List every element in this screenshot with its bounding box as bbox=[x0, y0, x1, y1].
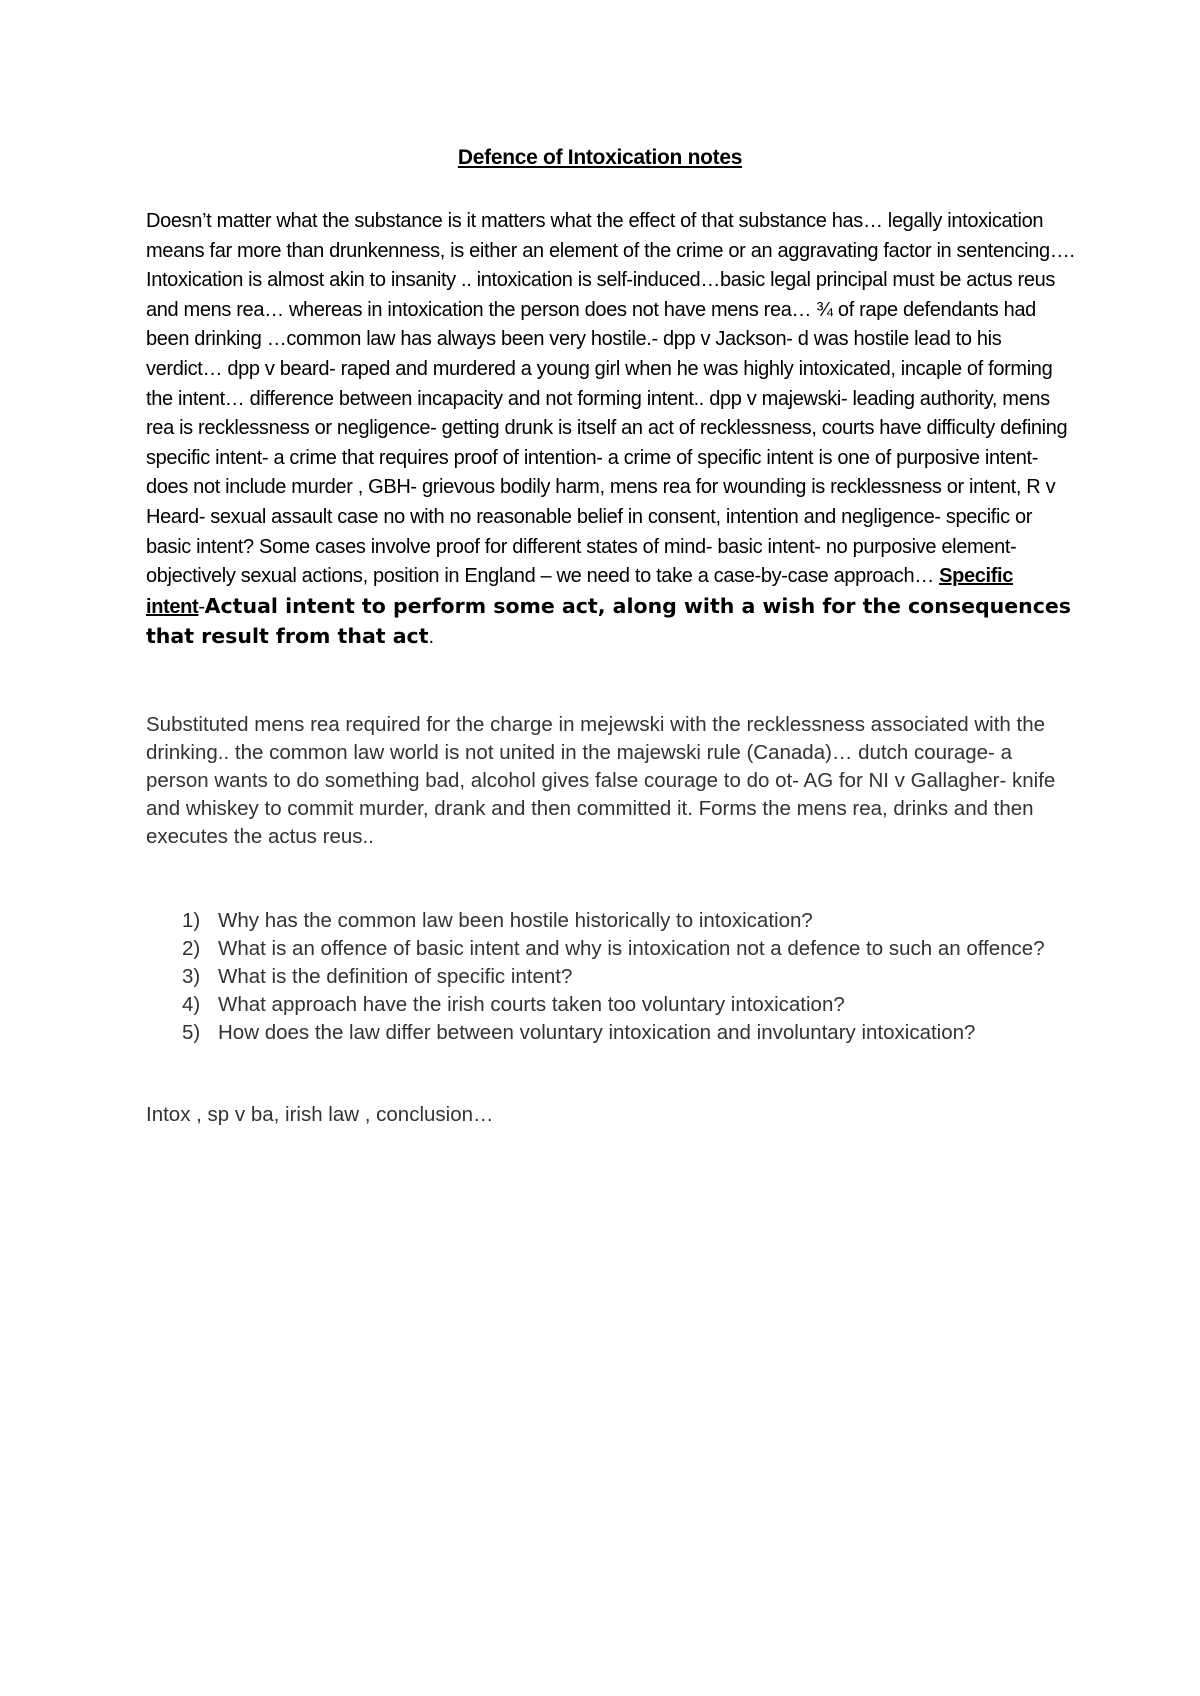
document-title: Defence of Intoxication notes bbox=[457, 146, 743, 169]
question-list bbox=[146, 907, 1046, 1047]
main-paragraph bbox=[146, 207, 1076, 653]
question-number: 5) bbox=[182, 1021, 201, 1044]
question-text: What approach have the irish courts taken too voluntary intoxication? bbox=[218, 993, 845, 1016]
second-paragraph: Substituted mens rea required for the charge in mejewski with the recklessness associated with the drinking.. the common law world is not united in the majewski rule (Canada)… dutch courage- a person wants to do something bad, alcohol gives false courage to do ot- AG for NI v Gallagher- knife and whiskey to commit murder, drank and then committed it. Forms the mens rea, drinks and then executes the actus reus.. bbox=[146, 713, 1056, 848]
specific-intent-dash: - bbox=[198, 595, 205, 618]
question-number: 3) bbox=[182, 965, 201, 988]
specific-intent-period: . bbox=[428, 626, 434, 649]
specific-intent-definition: Actual intent to perform some act, along with a wish for the consequences that result from that act bbox=[146, 593, 1071, 649]
question-item bbox=[146, 935, 1046, 963]
question-number: 4) bbox=[182, 993, 201, 1016]
question-text: How does the law differ between voluntary intoxication and involuntary intoxication? bbox=[218, 1021, 976, 1044]
specific-intent-term: Specific intent bbox=[146, 565, 1013, 618]
question-text: What is an offence of basic intent and why is intoxication not a defence to such an offence? bbox=[218, 937, 1045, 960]
question-number: 1) bbox=[182, 909, 201, 932]
main-paragraph-text: Doesn’t matter what the substance is it matters what the effect of that substance has… legally intoxication means far more than drunkenness, is either an element of the crime or an aggravating factor in sentencing…. Intoxication is almost akin to insanity .. intoxication is self-induced…basic legal principal must be actus reus and mens rea… whereas in intoxication the person does not have mens rea… ¾ of rape defendants had been drinking …common law has always been very hostile.- dpp v Jackson- d was hostile lead to his verdict… dpp v beard- raped and murdered a young girl when he was highly intoxicated, incaple of forming the intent… difference between incapacity and not forming intent.. dpp v majewski- leading authority, mens rea is recklessness or negligence- getting drunk is itself an act of recklessness, courts have difficulty defining specific intent- a crime that requires proof of intention- a crime of specific intent is one of purposive intent- does not include murder , GBH- grievous bodily harm, mens rea for wounding is recklessness or intent, R v Heard- sexual assault case no with no reasonable belief in consent, intention and negligence- specific or basic intent? Some cases involve proof for different states of mind- basic intent- no purposive element- objectively sexual actions, position in England – we need to take a case-by-case approach… bbox=[146, 210, 1075, 588]
question-item bbox=[146, 963, 1046, 991]
closing-line: Intox , sp v ba, irish law , conclusion… bbox=[146, 1103, 494, 1126]
question-item bbox=[146, 1019, 1046, 1047]
question-item bbox=[146, 907, 1046, 935]
question-text: Why has the common law been hostile historically to intoxication? bbox=[218, 909, 813, 932]
question-text: What is the definition of specific intent? bbox=[218, 965, 573, 988]
question-item bbox=[146, 991, 1046, 1019]
question-number: 2) bbox=[182, 937, 201, 960]
